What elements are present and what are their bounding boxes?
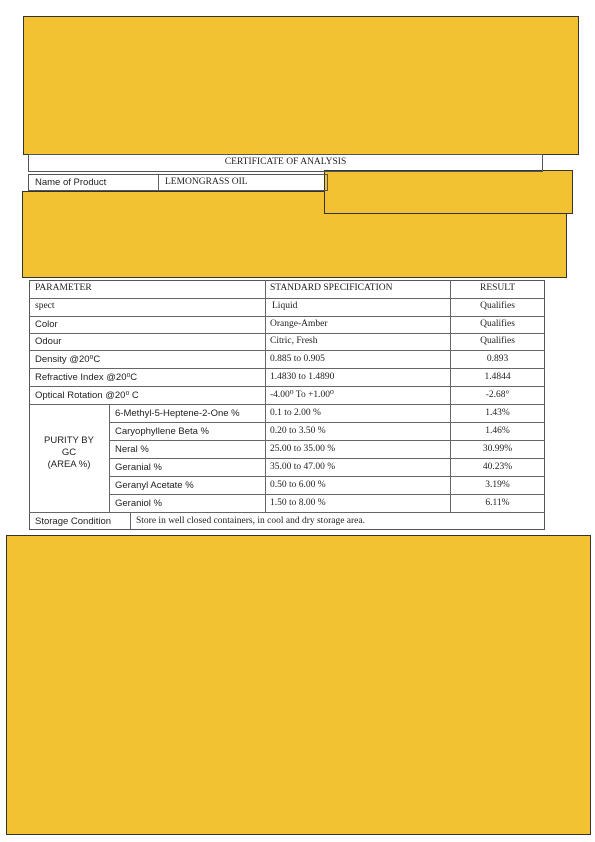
param-odour: Odour: [35, 336, 62, 347]
param-density: Density @20⁰C: [35, 354, 101, 365]
spec-odour: Citric, Fresh: [270, 336, 318, 346]
storage-condition-value: Store in well closed containers, in cool and dry storage area.: [136, 516, 365, 526]
redacted-header-block: [23, 16, 579, 155]
purity-component: Caryophyllene Beta %: [115, 426, 209, 437]
row-line: [29, 386, 545, 387]
purity-spec: 1.50 to 8.00 %: [270, 498, 326, 508]
purity-component: Neral %: [115, 444, 149, 455]
purity-component: 6-Methyl-5-Heptene-2-One %: [115, 408, 240, 419]
row-line: [29, 512, 545, 513]
result-optical-rotation: -2.68°: [485, 390, 510, 400]
purity-component: Geranial %: [115, 462, 162, 473]
spec-density: 0.885 to 0.905: [270, 354, 325, 364]
purity-label-line2: GC: [61, 447, 77, 458]
row-line: [29, 316, 545, 317]
analysis-table: [29, 280, 545, 530]
row-line: [109, 476, 545, 477]
col-line-spec: [265, 280, 266, 512]
purity-result: 1.46%: [485, 426, 510, 436]
row-line: [29, 298, 545, 299]
purity-result: 1.43%: [485, 408, 510, 418]
header-parameter: PARAMETER: [35, 283, 92, 293]
param-aspect: spect: [35, 301, 55, 311]
redacted-footer-block: [6, 535, 591, 835]
product-name-divider: [158, 174, 159, 191]
purity-label-line1: PURITY BY: [44, 435, 94, 446]
result-aspect: Qualifies: [480, 301, 515, 311]
row-line: [29, 350, 545, 351]
purity-component: Geraniol %: [115, 498, 162, 509]
purity-spec: 0.20 to 3.50 %: [270, 426, 326, 436]
product-name-label: Name of Product: [35, 177, 107, 188]
spec-refractive-index: 1.4830 to 1.4890: [270, 372, 335, 382]
purity-label-line3: (AREA %): [47, 459, 91, 470]
purity-result: 40.23%: [482, 462, 513, 472]
purity-component: Geranyl Acetate %: [115, 480, 194, 491]
result-color: Qualifies: [480, 319, 515, 329]
result-density: 0.893: [486, 354, 509, 364]
param-optical-rotation: Optical Rotation @20⁰ C: [35, 390, 139, 401]
certificate-title: CERTIFICATE OF ANALYSIS: [224, 157, 347, 167]
purity-spec: 0.50 to 6.00 %: [270, 480, 326, 490]
product-name-value: LEMONGRASS OIL: [165, 177, 248, 187]
row-line: [109, 440, 545, 441]
spec-optical-rotation: -4.00⁰ To +1.00⁰: [270, 390, 334, 400]
purity-result: 30.99%: [482, 444, 513, 454]
result-odour: Qualifies: [480, 336, 515, 346]
row-line: [29, 404, 545, 405]
row-line: [109, 422, 545, 423]
param-color: Color: [35, 319, 58, 330]
purity-spec: 0.1 to 2.00 %: [270, 408, 321, 418]
redacted-product-detail-block: [324, 170, 573, 214]
purity-result: 3.19%: [485, 480, 510, 490]
col-line-purity: [109, 404, 110, 512]
purity-result: 6.11%: [485, 498, 510, 508]
param-refractive-index: Refractive Index @20⁰C: [35, 372, 138, 383]
row-line: [29, 333, 545, 334]
purity-spec: 25.00 to 35.00 %: [270, 444, 336, 454]
row-line: [109, 458, 545, 459]
header-result: RESULT: [479, 283, 516, 293]
row-line: [29, 368, 545, 369]
header-standard-specification: STANDARD SPECIFICATION: [270, 283, 393, 293]
spec-aspect: Liquid: [272, 301, 298, 311]
spec-color: Orange-Amber: [270, 319, 328, 329]
result-refractive-index: 1.4844: [484, 372, 511, 382]
purity-spec: 35.00 to 47.00 %: [270, 462, 336, 472]
row-line: [109, 494, 545, 495]
storage-condition-label: Storage Condition: [35, 516, 112, 527]
col-line-storage: [130, 512, 131, 530]
